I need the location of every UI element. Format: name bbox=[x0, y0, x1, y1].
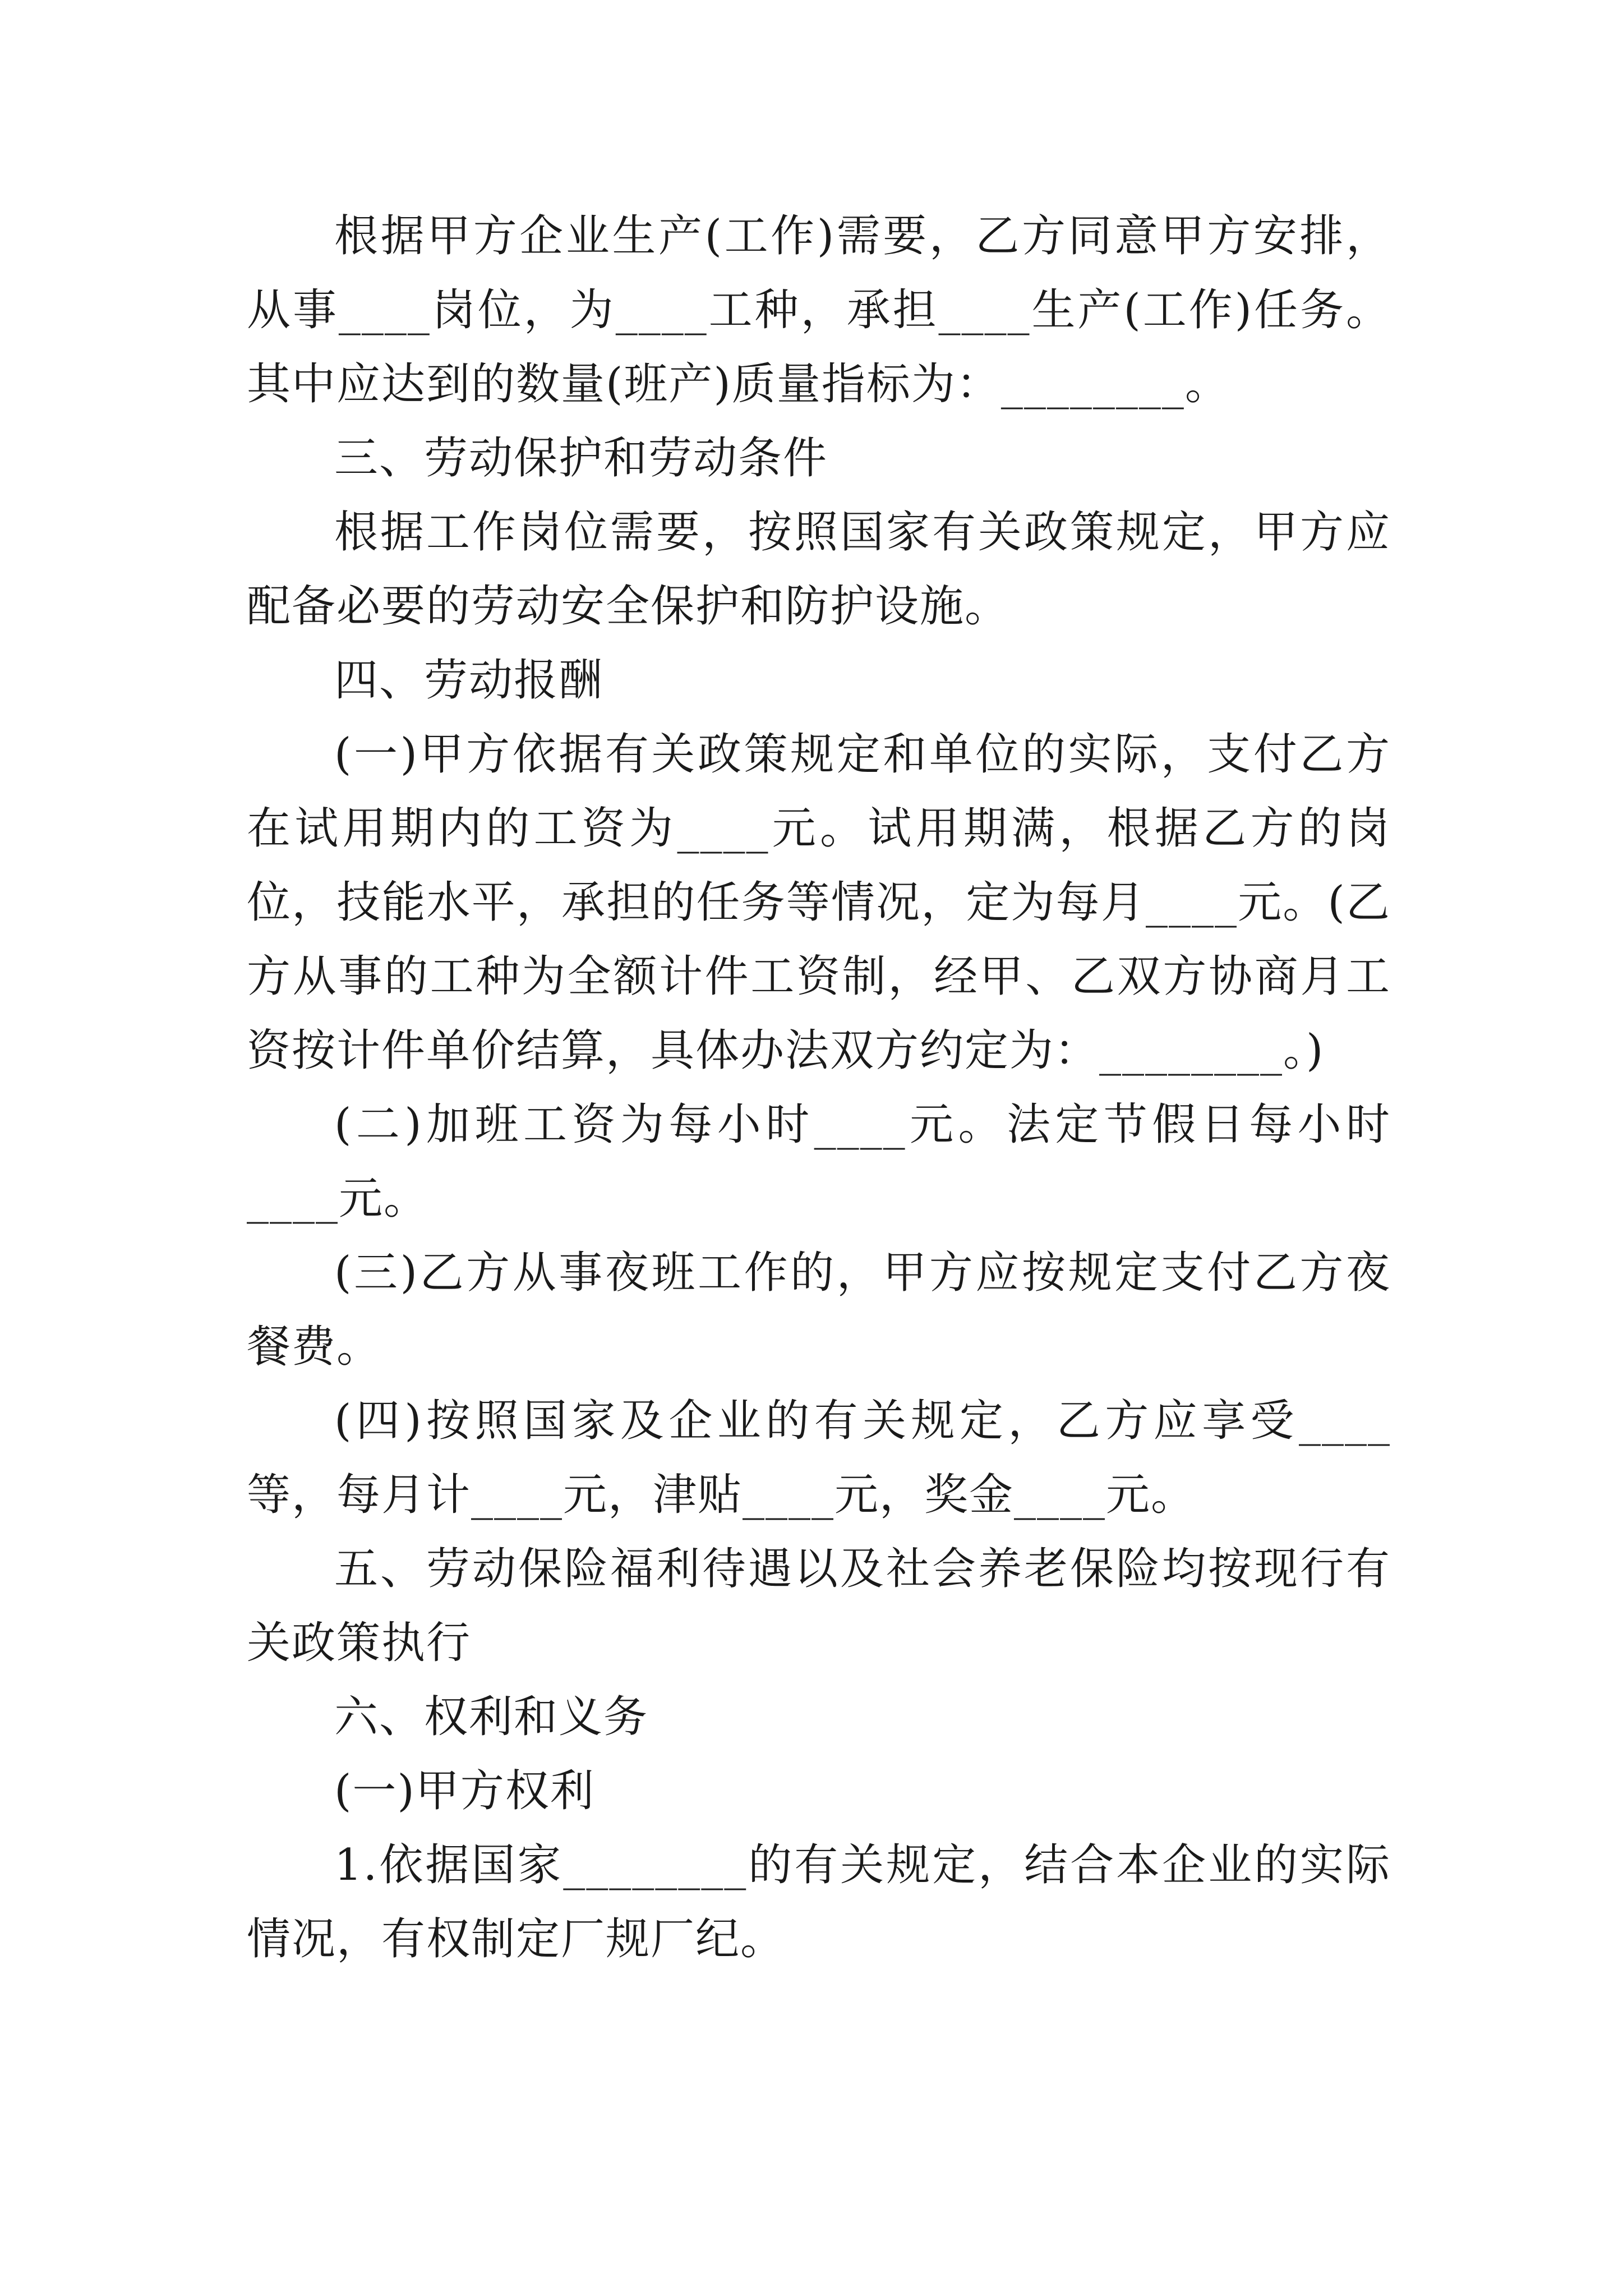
paragraph-remuneration-1: (一)甲方依据有关政策规定和单位的实际，支付乙方在试用期内的工资为____元。试用期满，根据乙方的岗位，技能水平，承担的任务等情况，定为每月____元。(乙方从事的工种为全额计件工资制，经甲、乙双方协商月工资按计件单价结算，具体办法双方约定为：________。) bbox=[247, 729, 1391, 1076]
section-heading-rights: 六、权利和义务 bbox=[334, 1692, 649, 1742]
paragraph-party-a-right-1: 1.依据国家________的有关规定，结合本企业的实际情况，有权制定厂规厂纪。 bbox=[247, 1840, 1391, 1964]
section-heading-remuneration: 四、劳动报酬 bbox=[334, 655, 604, 706]
paragraph-job-assignment: 根据甲方企业生产(工作)需要，乙方同意甲方安排，从事____岗位，为____工种，承担____生产(工作)任务。其中应达到的数量(班产)质量指标为：________。 bbox=[247, 211, 1391, 409]
paragraph-remuneration-2: (二)加班工资为每小时____元。法定节假日每小时____元。 bbox=[247, 1099, 1391, 1224]
section-heading-insurance: 五、劳动保险福利待遇以及社会养老保险均按现行有关政策执行 bbox=[247, 1544, 1391, 1668]
document-body bbox=[247, 199, 1391, 1976]
paragraph-remuneration-3: (三)乙方从事夜班工作的，甲方应按规定支付乙方夜餐费。 bbox=[247, 1248, 1391, 1372]
paragraph-remuneration-4: (四)按照国家及企业的有关规定，乙方应享受____等，每月计____元，津贴____元，奖金____元。 bbox=[247, 1396, 1391, 1520]
section-heading-labor-protection: 三、劳动保护和劳动条件 bbox=[334, 433, 828, 484]
subheading-party-a-rights: (一)甲方权利 bbox=[334, 1766, 595, 1816]
paragraph-labor-protection: 根据工作岗位需要，按照国家有关政策规定，甲方应配备必要的劳动安全保护和防护设施。 bbox=[247, 507, 1391, 632]
